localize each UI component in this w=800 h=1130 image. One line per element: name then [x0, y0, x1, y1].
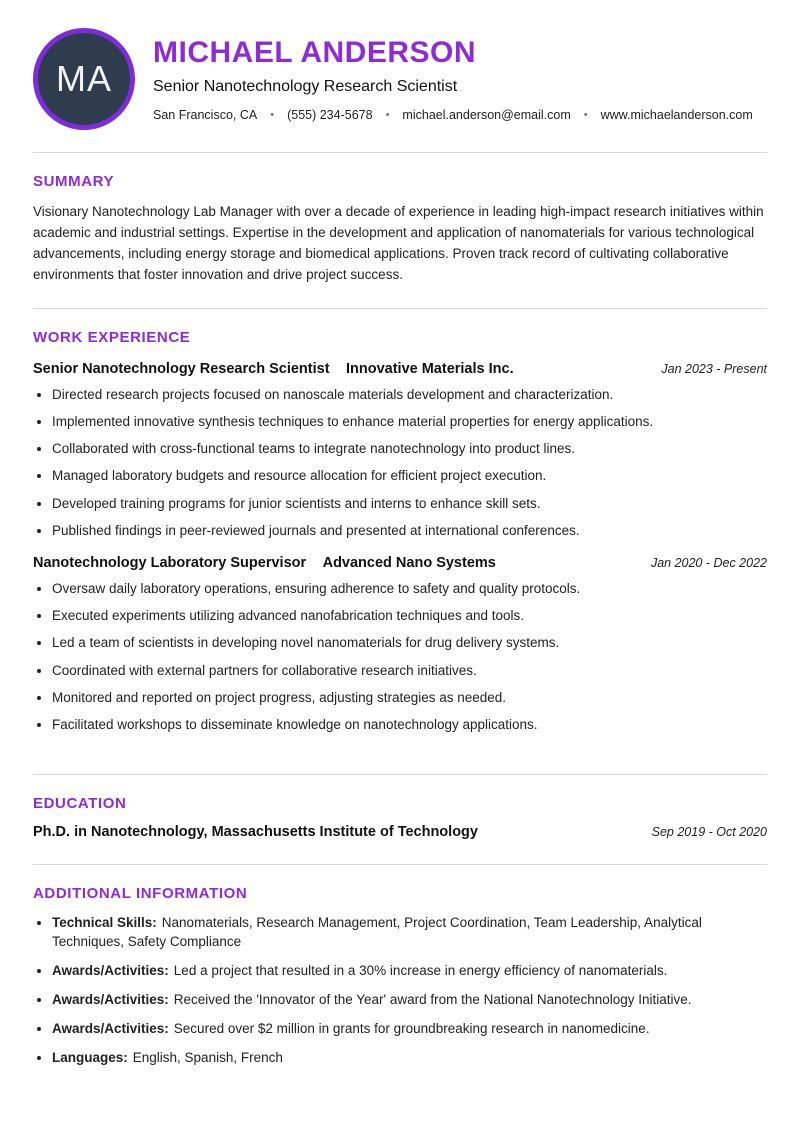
additional-info-text: Led a project that resulted in a 30% increase in energy efficiency of nanomaterials.: [173, 963, 668, 979]
job-dates: Jan 2020 - Dec 2022: [650, 556, 767, 570]
education-heading: EDUCATION: [33, 795, 127, 813]
additional-information-heading: ADDITIONAL INFORMATION: [33, 885, 248, 903]
job-bullet: • Coordinated with external partners for collaborative research initiatives.: [52, 662, 767, 680]
job-title: Nanotechnology Laboratory Supervisor: [33, 555, 307, 571]
job-bullet: • Managed laboratory budgets and resource allocation for efficient project execution.: [52, 467, 767, 485]
education-entry: [33, 824, 767, 840]
resume-header: [33, 28, 767, 152]
job-title-company: [33, 554, 496, 572]
candidate-name: MICHAEL ANDERSON: [153, 36, 477, 69]
job-bullet: • Developed training programs for junior scientists and interns to enhance skill sets.: [52, 495, 767, 513]
additional-info-item: [52, 991, 767, 1010]
avatar-initials: MA: [56, 58, 112, 99]
job-title: Senior Nanotechnology Research Scientist: [33, 360, 330, 377]
job-bullet: • Collaborated with cross-functional teams to integrate nanotechnology into product lines.: [52, 440, 767, 458]
additional-info-text: English, Spanish, French: [132, 1049, 283, 1065]
job-bullet: • Led a team of scientists in developing novel nanomaterials for drug delivery systems.: [52, 634, 767, 652]
job-bullet: • Implemented innovative synthesis techniques to enhance material properties for energy applications.: [52, 413, 767, 431]
education-dates: Sep 2019 - Oct 2020: [651, 825, 767, 840]
job-bullet: • Facilitated workshops to disseminate knowledge on nanotechnology applications.: [52, 716, 767, 734]
contact-row: [153, 108, 767, 122]
contact-email: michael.anderson@email.com: [402, 108, 571, 122]
job-header: [33, 554, 767, 572]
job-bullet-list: [33, 386, 767, 540]
job-company: Advanced Nano Systems: [322, 555, 496, 571]
job-company: Innovative Materials Inc.: [345, 360, 514, 377]
contact-website: www.michaelanderson.com: [600, 108, 753, 122]
contact-location: San Francisco, CA: [153, 108, 258, 122]
education-section: [33, 775, 767, 840]
contact-phone: (555) 234-5678: [287, 108, 373, 122]
additional-info-item: [52, 1020, 767, 1039]
summary-text: Visionary Nanotechnology Lab Manager with over a decade of experience in leading high-impact research initiatives within academic and industrial settings. Expertise in the development and application of nanomaterials for various technological advancements, including energy storage and biomedical applications. Proven track record of cultivating collaborative environments that foster innovation and drive project success.: [33, 204, 764, 282]
additional-info-label: Awards/Activities:: [52, 991, 169, 1007]
job-bullet-list: [33, 580, 767, 734]
header-text: [153, 36, 767, 122]
candidate-title: Senior Nanotechnology Research Scientist: [153, 78, 458, 95]
additional-info-item: [52, 914, 767, 952]
avatar: [33, 28, 135, 130]
additional-info-item: [52, 962, 767, 981]
job-dates: Jan 2023 - Present: [661, 361, 767, 376]
additional-info-text: Received the 'Innovator of the Year' award from the National Nanotechnology Initiative.: [173, 991, 692, 1007]
job-entry: [33, 360, 767, 540]
summary-section: [33, 153, 767, 308]
job-bullet: • Monitored and reported on project progress, adjusting strategies as needed.: [52, 689, 767, 707]
job-bullet: • Executed experiments utilizing advanced nanofabrication techniques and tools.: [52, 607, 767, 625]
bullet-separator: •: [270, 109, 275, 121]
additional-info-label: Awards/Activities:: [52, 1020, 169, 1036]
education-degree: Ph.D. in Nanotechnology, Massachusetts Institute of Technology: [33, 824, 478, 841]
job-header: [33, 360, 767, 378]
additional-info-text: Nanomaterials, Research Management, Project Coordination, Team Leadership, Analytical Techniques, Safety Compliance: [52, 915, 702, 950]
additional-information-section: [33, 865, 767, 1067]
job-bullet: • Directed research projects focused on nanoscale materials development and characterization.: [52, 386, 767, 404]
additional-info-text: Secured over $2 million in grants for groundbreaking research in nanomedicine.: [173, 1020, 650, 1036]
additional-info-label: Languages:: [52, 1049, 128, 1065]
additional-info-list: [33, 914, 767, 1067]
bullet-separator: •: [385, 109, 390, 121]
work-experience-section: [33, 309, 767, 775]
work-experience-heading: WORK EXPERIENCE: [33, 328, 191, 346]
job-bullet: • Oversaw daily laboratory operations, ensuring adherence to safety and quality protocols.: [52, 580, 767, 598]
summary-heading: SUMMARY: [33, 173, 115, 190]
additional-info-item: [52, 1049, 767, 1068]
bullet-separator: •: [583, 109, 588, 121]
job-title-company: [33, 360, 514, 378]
additional-info-label: Technical Skills:: [52, 915, 157, 931]
job-entry: [33, 554, 767, 734]
job-bullet: • Published findings in peer-reviewed journals and presented at international conferences.: [52, 522, 767, 540]
additional-info-label: Awards/Activities:: [52, 963, 169, 979]
